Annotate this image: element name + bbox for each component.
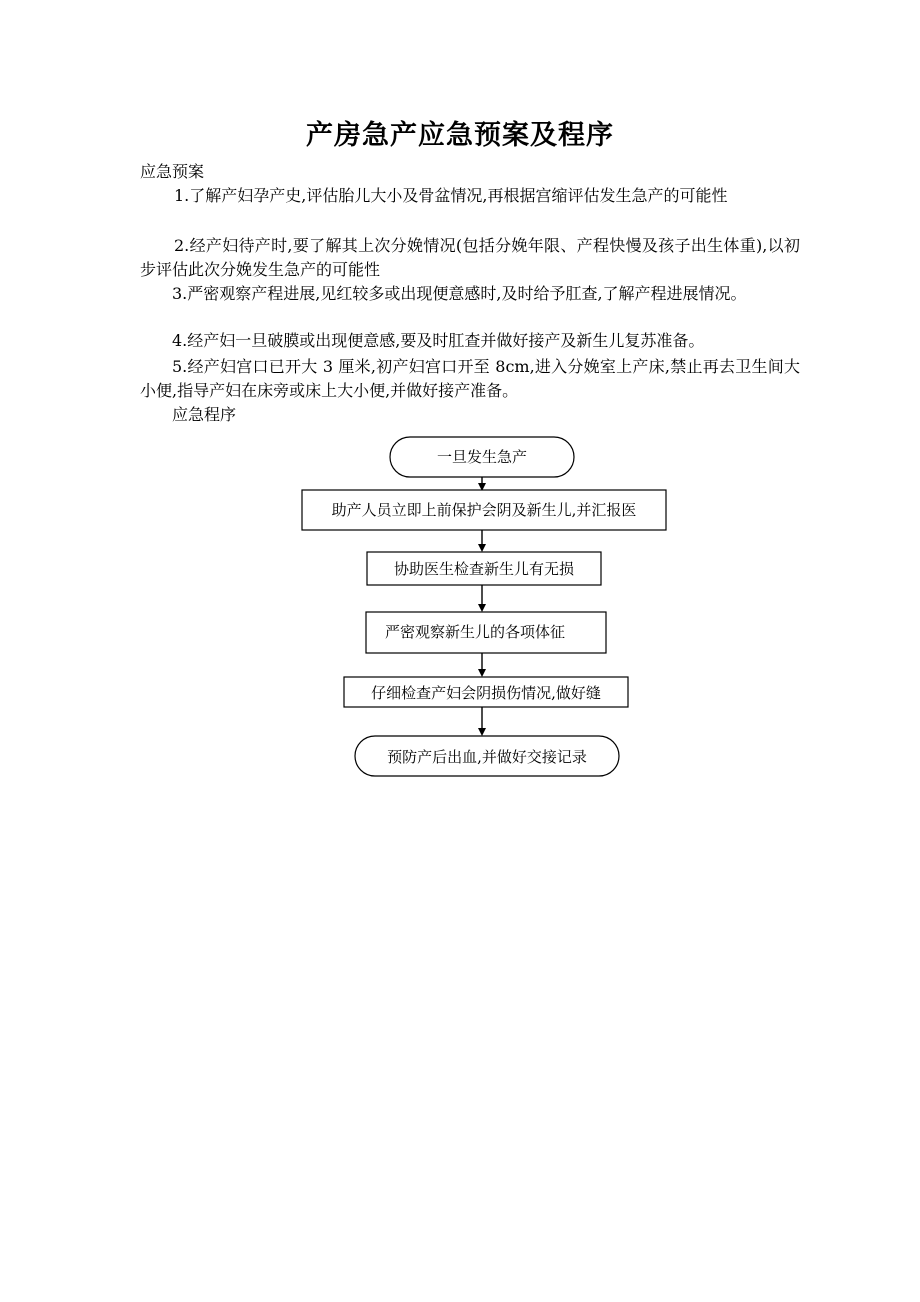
flow-node-check-newborn-label: 协助医生检查新生儿有无损 bbox=[393, 560, 575, 578]
plan-heading: 应急预案 bbox=[140, 162, 205, 181]
flow-node-start bbox=[390, 437, 574, 477]
flow-node-observe bbox=[366, 612, 606, 653]
flow-node-protect-label: 助产人员立即上前保护会阴及新生儿,并汇报医 bbox=[331, 501, 637, 519]
plan-item-5: 5.经产妇宫口已开大 3 厘米,初产妇宫口开至 8cm,进入分娩室上产床,禁止再去卫生间大小便,指导产妇在床旁或床上大小便,并做好接产准备。 bbox=[140, 357, 800, 400]
plan-item-3: 3.严密观察产程进展,见红较多或出现便意感时,及时给予肛查,了解产程进展情况。 bbox=[172, 284, 747, 303]
flow-node-perineum bbox=[344, 677, 628, 707]
flow-node-observe-label: 严密观察新生儿的各项体征 bbox=[384, 623, 566, 641]
flow-node-check-newborn bbox=[367, 552, 601, 585]
flow-node-start-label: 一旦发生急产 bbox=[436, 448, 528, 466]
plan-item-4: 4.经产妇一旦破膜或出现便意感,要及时肛查并做好接产及新生儿复苏准备。 bbox=[172, 331, 705, 350]
flow-node-perineum-label: 仔细检查产妇会阴损伤情况,做好缝 bbox=[371, 684, 601, 702]
flow-node-end-label: 预防产后出血,并做好交接记录 bbox=[387, 748, 587, 766]
procedure-heading: 应急程序 bbox=[172, 405, 237, 424]
flow-node-protect bbox=[302, 490, 666, 530]
flow-node-end bbox=[355, 736, 619, 776]
plan-item-2: 2.经产妇待产时,要了解其上次分娩情况(包括分娩年限、产程快慢及孩子出生体重),以初步评估此次分娩发生急产的可能性 bbox=[140, 236, 800, 279]
plan-item-1: 1.了解产妇孕产史,评估胎儿大小及骨盆情况,再根据宫缩评估发生急产的可能性 bbox=[174, 186, 728, 205]
page-title: 产房急产应急预案及程序 bbox=[306, 120, 614, 151]
